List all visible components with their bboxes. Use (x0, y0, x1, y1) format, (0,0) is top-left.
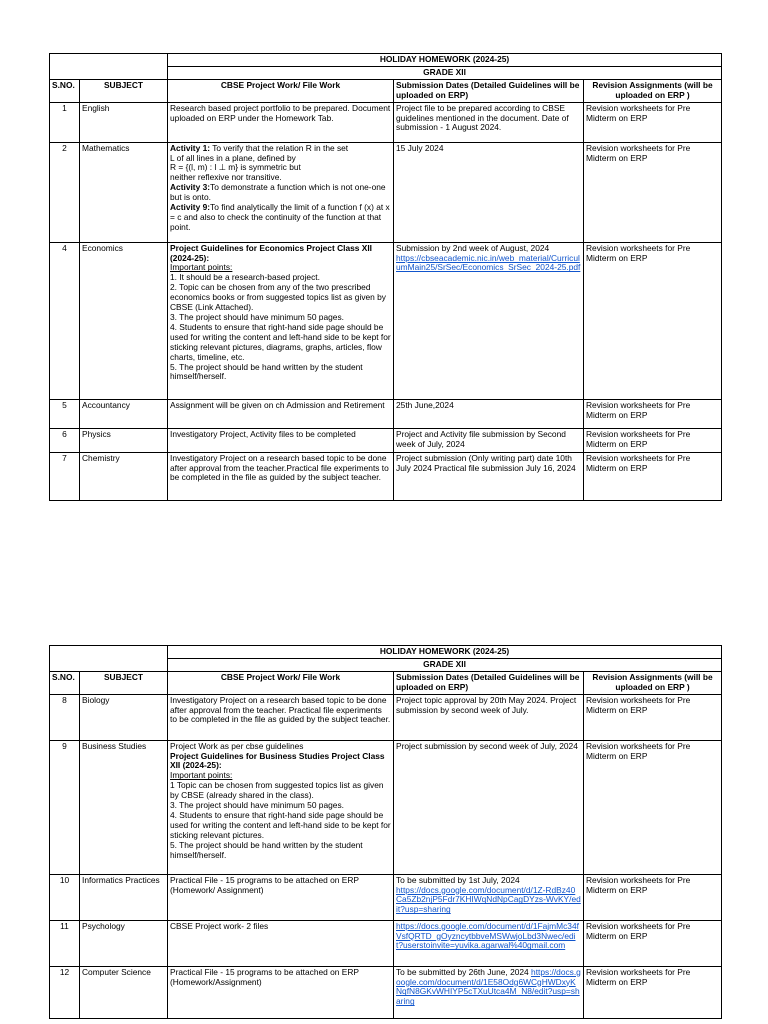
important-points-label: Important points: (170, 770, 233, 781)
revision-cell: Revision worksheets for Pre Midterm on ERP (584, 874, 722, 920)
activity-1-text: To verify that the relation R in the set (210, 142, 349, 153)
point-4: 4. Students to ensure that right-hand side page should be used for writing the content and left-hand side to be kept for sticking relevant pictures, diagrams, graphs, articles, flow charts, timeline, etc. (170, 321, 391, 362)
revision-cell: Revision worksheets for Pre Midterm on ERP (584, 966, 722, 1018)
table-row (50, 428, 722, 452)
table-row (50, 874, 722, 920)
subject-cell: Biology (80, 694, 168, 740)
column-header-dates: Submission Dates (Detailed Guidelines will be uploaded on ERP) (394, 671, 584, 694)
homework-table-1 (49, 53, 722, 501)
google-doc-link[interactable]: https://docs.google.com/document/d/1FajmMc34fVsfQRTD_gOyzncytbbveMSWwjoLbd3Nwec/edit?userstoinvite=yuvika.agarwal%40gmail.com (396, 920, 579, 951)
project-cell (168, 242, 394, 399)
revision-cell: Revision worksheets for Pre Midterm on ERP (584, 452, 722, 500)
project-cell (168, 142, 394, 242)
sno-cell: 12 (50, 966, 80, 1018)
dates-cell: Project submission by second week of July, 2024 (394, 740, 584, 874)
sno-cell: 1 (50, 102, 80, 142)
project-work-line: Project Work as per cbse guidelines (170, 740, 304, 751)
activity-3-label: Activity 3: (170, 182, 211, 193)
subject-cell: Computer Science (80, 966, 168, 1018)
table-row (50, 242, 722, 399)
activity-9-text: To find analytically the limit of a function f (x) at x = c and also to check the continuity of the function at that point. (170, 202, 390, 232)
activity-3-text: To demonstrate a function which is not one-one but is onto. (170, 182, 386, 203)
point-5: 5. The project should be hand written by the student himself/herself. (170, 361, 363, 382)
subject-cell: Business Studies (80, 740, 168, 874)
subject-cell: Accountancy (80, 399, 168, 428)
dates-cell (394, 966, 584, 1018)
sno-cell: 7 (50, 452, 80, 500)
table-title: HOLIDAY HOMEWORK (2024-25) (168, 646, 722, 659)
google-doc-link[interactable]: https://docs.google.com/document/d/1E58Odg6WCgHWDxyKNqfN8GKvWHIYP5cTXuUtca4M_N8/edit?usp=sharing (396, 966, 581, 1007)
column-header-subject: SUBJECT (80, 79, 168, 102)
subject-cell: Informatics Practices (80, 874, 168, 920)
column-header-project: CBSE Project Work/ File Work (168, 671, 394, 694)
grade-label: GRADE XII (168, 66, 722, 79)
revision-cell: Revision worksheets for Pre Midterm on ERP (584, 428, 722, 452)
sno-cell: 5 (50, 399, 80, 428)
point-1: 1 Topic can be chosen from suggested topics list as given by CBSE (already shared in the class). (170, 780, 384, 801)
point-1: 1. It should be a research-based project. (170, 272, 320, 283)
dates-cell: Project topic approval by 20th May 2024. Project submission by second week of July. (394, 694, 584, 740)
project-cell: Practical File - 15 programs to be attached on ERP (Homework/ Assignment) (168, 874, 394, 920)
project-cell: Research based project portfolio to be prepared. Document uploaded on ERP under the Homework Tab. (168, 102, 394, 142)
blank-header-cell (50, 646, 168, 672)
sno-cell: 11 (50, 920, 80, 966)
dates-cell: 25th June,2024 (394, 399, 584, 428)
dates-cell (394, 920, 584, 966)
dates-cell: 15 July 2024 (394, 142, 584, 242)
cbse-curriculum-link[interactable]: https://cbseacademic.nic.in/web_material/CurriculumMain25/SrSec/Economics_SrSec_2024-25.pdf (396, 252, 581, 273)
table-row (50, 399, 722, 428)
revision-cell: Revision worksheets for Pre Midterm on ERP (584, 740, 722, 874)
guidelines-heading: Project Guidelines for Business Studies Project Class XII (2024-25): (170, 750, 385, 771)
activity-1-line-2: L of all lines in a plane, defined by (170, 152, 296, 163)
sno-cell: 4 (50, 242, 80, 399)
activity-1-label: Activity 1: (170, 142, 211, 153)
column-header-sno: S.NO. (50, 79, 80, 102)
revision-cell: Revision worksheets for Pre Midterm on ERP (584, 142, 722, 242)
sno-cell: 6 (50, 428, 80, 452)
homework-table-2 (49, 645, 722, 1019)
important-points-label: Important points: (170, 262, 233, 273)
dates-cell: Project submission (Only writing part) date 10th July 2024 Practical file submission July 16, 2024 (394, 452, 584, 500)
subject-cell: Mathematics (80, 142, 168, 242)
project-cell: Investigatory Project on a research based topic to be done after approval from the teacher.Practical file experiments to be completed in the file as guided by the subject teacher. (168, 452, 394, 500)
column-header-revision: Revision Assignments (will be uploaded on ERP ) (584, 79, 722, 102)
project-cell: CBSE Project work- 2 files (168, 920, 394, 966)
blank-header-cell (50, 54, 168, 80)
subject-cell: English (80, 102, 168, 142)
revision-cell: Revision worksheets for Pre Midterm on ERP (584, 694, 722, 740)
submission-date: Submission by 2nd week of August, 2024 (396, 242, 550, 253)
subject-cell: Physics (80, 428, 168, 452)
submission-date: To be submitted by 1st July, 2024 (396, 874, 520, 885)
point-4: 4. Students to ensure that right-hand side page should be used for writing the content and left-hand side to be kept for sticking relevant pictures. (170, 809, 391, 840)
activity-1-line-4: neither reflexive nor transitive. (170, 172, 282, 183)
project-cell: Practical File - 15 programs to be attached on ERP (Homework/Assignment) (168, 966, 394, 1018)
activity-9-label: Activity 9: (170, 202, 211, 213)
revision-cell: Revision worksheets for Pre Midterm on ERP (584, 102, 722, 142)
project-cell: Investigatory Project, Activity files to be completed (168, 428, 394, 452)
grade-label: GRADE XII (168, 658, 722, 671)
point-3: 3. The project should have minimum 50 pages. (170, 311, 344, 322)
point-3: 3. The project should have minimum 50 pages. (170, 800, 344, 811)
table-title: HOLIDAY HOMEWORK (2024-25) (168, 54, 722, 67)
column-header-sno: S.NO. (50, 671, 80, 694)
activity-1-line-3: R = {(l, m) : l ⊥ m} is symmetric but (170, 162, 301, 173)
table-row (50, 102, 722, 142)
table-row (50, 142, 722, 242)
subject-cell: Economics (80, 242, 168, 399)
revision-cell: Revision worksheets for Pre Midterm on ERP (584, 399, 722, 428)
point-5: 5. The project should be hand written by the student himself/herself. (170, 839, 363, 860)
project-cell (168, 740, 394, 874)
guidelines-heading: Project Guidelines for Economics Project Class XII (2024-25): (170, 242, 372, 263)
sno-cell: 8 (50, 694, 80, 740)
revision-cell: Revision worksheets for Pre Midterm on ERP (584, 920, 722, 966)
dates-cell (394, 242, 584, 399)
table-row (50, 694, 722, 740)
column-header-subject: SUBJECT (80, 671, 168, 694)
revision-cell: Revision worksheets for Pre Midterm on ERP (584, 242, 722, 399)
project-cell: Assignment will be given on ch Admission and Retirement (168, 399, 394, 428)
column-header-revision: Revision Assignments (will be uploaded on ERP ) (584, 671, 722, 694)
subject-cell: Psychology (80, 920, 168, 966)
table-row (50, 966, 722, 1018)
sno-cell: 10 (50, 874, 80, 920)
sno-cell: 9 (50, 740, 80, 874)
google-doc-link[interactable]: https://docs.google.com/document/d/1Z-RdBz40Ca5Zb2njP5Fdr7KHIWqNdNpCagDYzs-WvKY/edit?usp=sharing (396, 884, 581, 915)
table-row (50, 452, 722, 500)
subject-cell: Chemistry (80, 452, 168, 500)
table-row (50, 740, 722, 874)
project-cell: Investigatory Project on a research based topic to be done after approval from the teacher. Practical file experiments to be completed in the file as guided by the subject teacher. (168, 694, 394, 740)
column-header-project: CBSE Project Work/ File Work (168, 79, 394, 102)
dates-cell: Project and Activity file submission by Second week of July, 2024 (394, 428, 584, 452)
table-row (50, 920, 722, 966)
dates-cell (394, 874, 584, 920)
dates-cell: Project file to be prepared according to CBSE guidelines mentioned in the document. Date of submission - 1 August 2024. (394, 102, 584, 142)
sno-cell: 2 (50, 142, 80, 242)
column-header-dates: Submission Dates (Detailed Guidelines will be uploaded on ERP) (394, 79, 584, 102)
point-2: 2. Topic can be chosen from any of the two prescribed economics books or from suggested topics list as given by CBSE (Link Attached). (170, 282, 386, 313)
submission-date: To be submitted by 26th June, 2024 (396, 966, 532, 977)
